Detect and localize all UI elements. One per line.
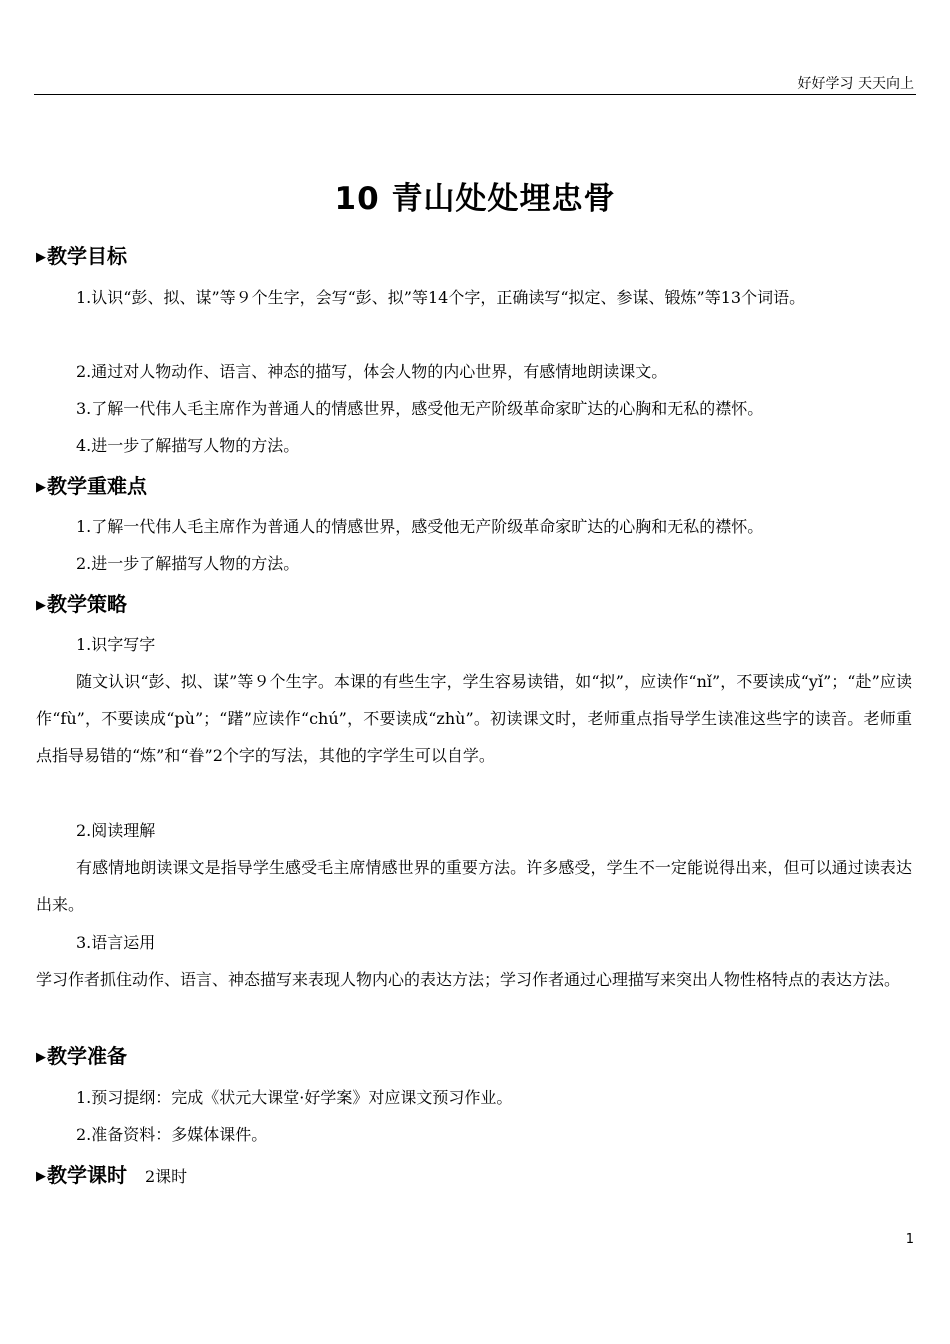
- section-heading-text: 教学目标: [47, 244, 127, 268]
- section-heading-hours: [36, 1162, 187, 1190]
- key-point-item-1: 1.了解一代伟人毛主席作为普通人的情感世界，感受他无产阶级革命家旷达的心胸和无私的襟怀。: [76, 517, 764, 536]
- triangle-bullet-icon: ▶: [36, 1169, 46, 1184]
- section-heading-text: 教学重难点: [47, 474, 147, 498]
- section-heading-preparation: [36, 1043, 127, 1071]
- strategy-sub3-text: 学习作者抓住动作、语言、神态描写来表现人物内心的表达方法；学习作者通过心理描写来突出人物性格特点的表达方法。: [36, 970, 901, 989]
- preparation-item-2: 2.准备资料：多媒体课件。: [76, 1125, 268, 1144]
- triangle-bullet-icon: ▶: [36, 1050, 46, 1065]
- strategy-sub2-text: 有感情地朗读课文是指导学生感受毛主席情感世界的重要方法。许多感受，学生不一定能说得出来，但可以通过读表达出来。: [36, 858, 912, 914]
- page-number: 1: [905, 1232, 914, 1247]
- strategy-sub2-title: 2.阅读理解: [76, 821, 156, 840]
- goal-item-2: 2.通过对人物动作、语言、神态的描写，体会人物的内心世界，有感情地朗读课文。: [76, 362, 668, 381]
- section-heading-text: 教学策略: [47, 592, 127, 616]
- goal-item-4: 4.进一步了解描写人物的方法。: [76, 436, 300, 455]
- triangle-bullet-icon: ▶: [36, 250, 46, 265]
- preparation-item-1: 1.预习提纲：完成《状元大课堂·好学案》对应课文预习作业。: [76, 1088, 513, 1107]
- section-heading-goals: [36, 243, 127, 271]
- section-heading-strategy: [36, 591, 127, 619]
- section-heading-text: 教学准备: [47, 1044, 127, 1068]
- strategy-sub3-title: 3.语言运用: [76, 933, 156, 952]
- header-divider: [34, 94, 916, 95]
- key-point-item-2: 2.进一步了解描写人物的方法。: [76, 554, 300, 573]
- goal-item-1: 1.认识“彭、拟、谋”等９个生字，会写“彭、拟”等14个字，正确读写“拟定、参谋、锻炼”等13个词语。: [76, 288, 806, 307]
- strategy-sub1-text: 随文认识“彭、拟、谋”等９个生字。本课的有些生字，学生容易读错，如“拟”，应读作“nǐ”，不要读成“yǐ”；“赴”应读作“fù”，不要读成“pù”；“躇”应读作“chú”，不要读成“zhù”。初读课文时，老师重点指导学生读准这些字的读音。老师重点指导易错的“炼”和“眷”2个字的写法，其他的字学生可以自学。: [36, 672, 912, 765]
- section-heading-text: 教学课时: [47, 1163, 127, 1187]
- header-motto: 好好学习 天天向上: [797, 76, 914, 92]
- class-hours-value: 2课时: [145, 1167, 188, 1186]
- triangle-bullet-icon: ▶: [36, 598, 46, 613]
- strategy-sub1-title: 1.识字写字: [76, 635, 156, 654]
- goal-item-3: 3.了解一代伟人毛主席作为普通人的情感世界，感受他无产阶级革命家旷达的心胸和无私的襟怀。: [76, 399, 764, 418]
- lesson-title: 10 青山处处埋忠骨: [334, 181, 616, 217]
- section-heading-key-points: [36, 473, 147, 501]
- triangle-bullet-icon: ▶: [36, 480, 46, 495]
